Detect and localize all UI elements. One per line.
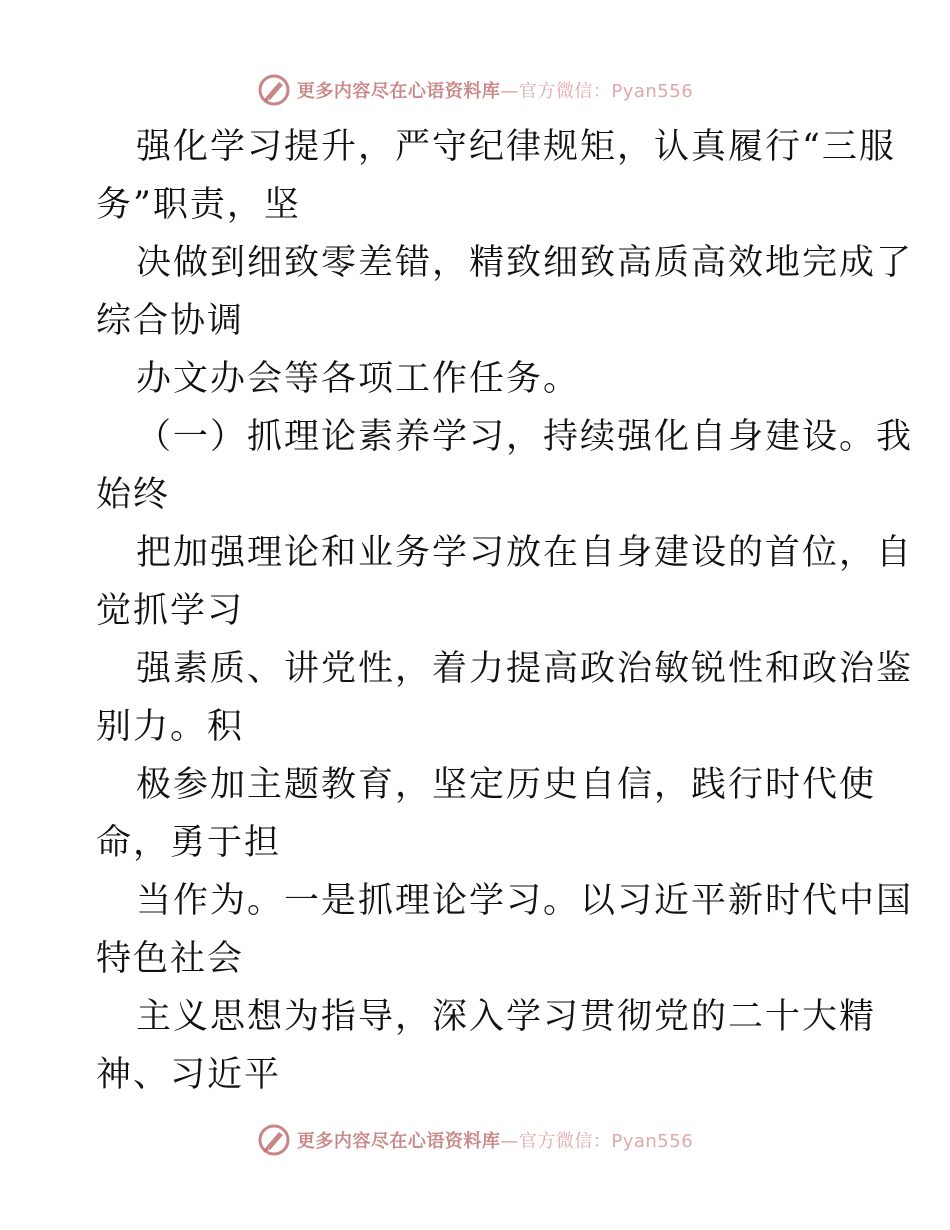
document-body: [96, 118, 914, 1104]
text-line: 强化学习提升，严守纪律规矩，认真履行“三服: [136, 127, 896, 167]
text-line: 别力。积: [96, 707, 245, 747]
text-line: 把加强理论和业务学习放在自身建设的首位，自: [136, 533, 914, 573]
pen-circle-logo-icon: [257, 1123, 291, 1157]
text-line: 当作为。一是抓理论学习。以习近平新时代中国: [136, 881, 914, 921]
text-line: 办文办会等各项工作任务。: [136, 359, 581, 399]
text-line: 强素质、讲党性，着力提高政治敏锐性和政治鉴: [136, 649, 914, 689]
text-line: 命，勇于担: [96, 823, 282, 863]
text-line: 极参加主题教育，坚定历史自信，践行时代使: [136, 765, 877, 805]
text-line: 决做到细致零差错，精致细致高质高效地完成了: [136, 243, 914, 283]
pen-circle-logo-icon: [257, 73, 291, 107]
text-line: 主义思想为指导，深入学习贯彻党的二十大精: [136, 997, 877, 1037]
watermark-footer: [0, 1120, 950, 1160]
text-line: 特色社会: [96, 939, 245, 979]
text-line: 觉抓学习: [96, 591, 245, 631]
watermark-dash: —: [500, 1131, 519, 1152]
watermark-wechat-text: 官方微信：Pyan556: [518, 1131, 694, 1152]
text-line: 务”职责，坚: [96, 185, 301, 225]
watermark-site-text: 更多内容尽在心语资料库: [296, 1131, 501, 1152]
watermark-header: [0, 70, 950, 110]
watermark-site-text: 更多内容尽在心语资料库: [296, 81, 501, 102]
watermark-dash: —: [500, 81, 519, 102]
text-line: 综合协调: [96, 301, 245, 341]
text-line: （一）抓理论素养学习，持续强化自身建设。我: [136, 417, 914, 457]
watermark-wechat-text: 官方微信：Pyan556: [518, 81, 694, 102]
text-line: 神、习近平: [96, 1055, 282, 1095]
text-line: 始终: [96, 475, 171, 515]
